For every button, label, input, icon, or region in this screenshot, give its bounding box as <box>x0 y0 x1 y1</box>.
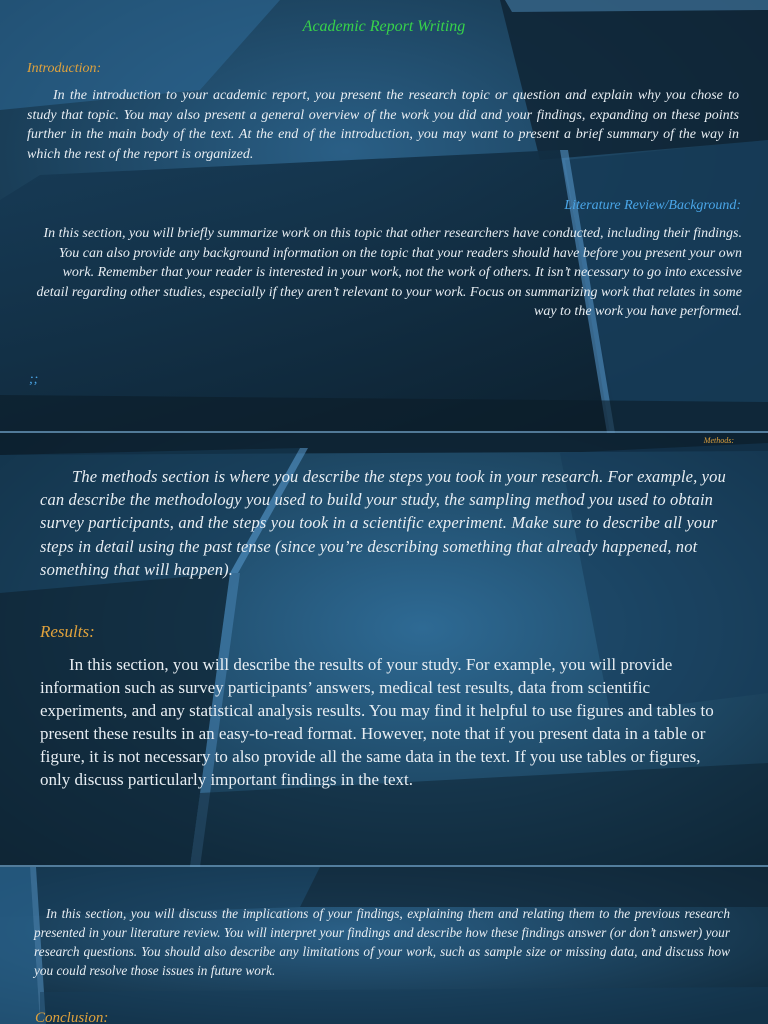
discussion-paragraph: In this section, you will discuss the implications of your findings, explaining them and relating them to the previous research presented in your literature review. You will interpret your findings and describe how these findings answer (or don’t answer) your research questions. You should also describe any limitations of your work, such as sample size or missing data, and discuss how you could resolve those issues in future work. <box>34 906 730 978</box>
page-1-background <box>0 0 768 433</box>
page-3 <box>0 867 768 1024</box>
page-2 <box>0 433 768 867</box>
methods-label: Methods: <box>703 436 734 445</box>
introduction-paragraph: In the introduction to your academic report, you present the research topic or question and explain why you chose to study that topic. You may also present a general overview of the work you did and your findings, expanding on these points further in the main body of the text. At the end of the introduction, you may want to present a brief summary of the way in which the rest of the report is organized. <box>27 88 739 162</box>
introduction-heading: Introduction: <box>27 61 102 76</box>
conclusion-heading: Conclusion: <box>35 1010 109 1024</box>
literature-review-heading: Literature Review/Background: <box>564 198 741 213</box>
methods-paragraph: The methods section is where you describe the steps you took in your research. For example, you can describe the methodology you used to build your study, the sampling method you used to obtain survey participants, and the steps you took in a scientific experiment. Make sure to describe all your steps in detail using the past tense (since you’re describing something that already happened, not something that will happen). <box>40 467 726 579</box>
page-1 <box>0 0 768 433</box>
stray-mark: ;; <box>29 372 39 387</box>
results-heading: Results: <box>40 622 95 641</box>
report-title: Academic Report Writing <box>302 18 466 35</box>
results-paragraph: In this section, you will describe the results of your study. For example, you will provide information such as survey participants’ answers, medical test results, data from scientific experiments, and any statistical analysis results. You may find it helpful to use figures and tables to present these results in an easy-to-read format. However, note that if you present data in a table or figure, it is not necessary to also provide all the same data in the text. If you use tables or figures, only discuss particularly important findings in the text. <box>40 655 714 789</box>
literature-review-paragraph: In this section, you will briefly summarize work on this topic that other researchers have conducted, including their findings. You can also provide any background information on the topic that your readers should have before you present your own work. Remember that your reader is interested in your work, not the work of others. It isn’t necessary to go into excessive detail regarding other studies, especially if they aren’t relevant to your work. Focus on summarizing work that relates in some way to the work you have performed. <box>36 226 742 319</box>
